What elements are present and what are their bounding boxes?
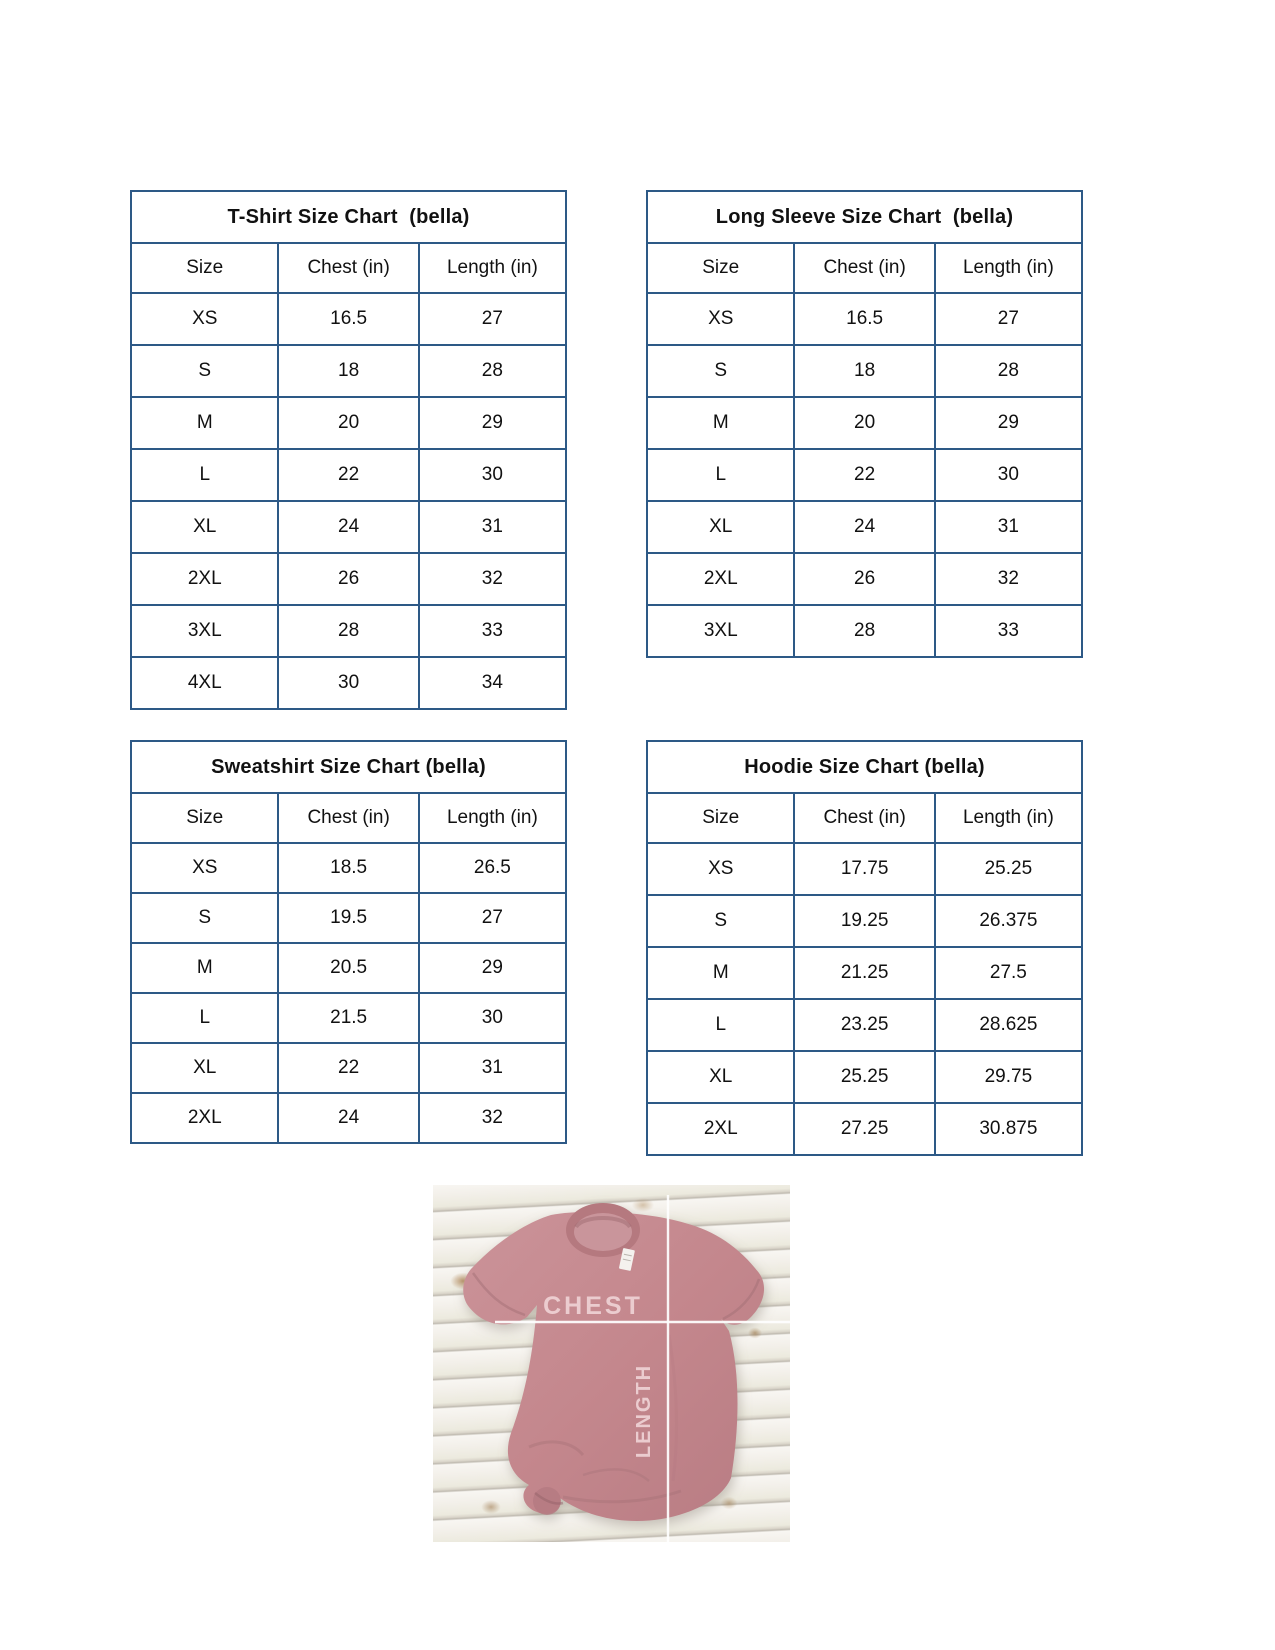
table-cell: XL [648, 500, 793, 552]
tshirt-body [463, 1203, 764, 1521]
column-header-chest: Chest (in) [793, 242, 933, 292]
table-row [132, 396, 565, 448]
table-row [648, 396, 1081, 448]
table-cell: S [648, 894, 793, 946]
table-cell: S [132, 344, 277, 396]
table-cell: 23.25 [793, 998, 933, 1050]
table-cell: 28 [418, 344, 565, 396]
table-row [648, 500, 1081, 552]
table-cell: 30 [934, 448, 1081, 500]
table-row [132, 942, 565, 992]
table-body [648, 292, 1081, 656]
column-header-chest: Chest (in) [277, 242, 417, 292]
column-header-size: Size [132, 242, 277, 292]
table-cell: M [648, 396, 793, 448]
table-cell: 32 [934, 552, 1081, 604]
table-cell: 27.25 [793, 1102, 933, 1154]
table-cell: 25.25 [793, 1050, 933, 1102]
column-header-length: Length (in) [934, 242, 1081, 292]
size-chart-table-tshirt [130, 190, 567, 710]
table-cell: 30 [277, 656, 417, 708]
table-cell: 24 [277, 1092, 417, 1142]
column-header-size: Size [648, 792, 793, 842]
table-cell: XS [648, 292, 793, 344]
table-title: T-Shirt Size Chart (bella) [227, 205, 470, 228]
table-cell: 34 [418, 656, 565, 708]
table-cell: 27 [934, 292, 1081, 344]
table-cell: 20 [793, 396, 933, 448]
table-body [648, 842, 1081, 1154]
table-cell: 18 [793, 344, 933, 396]
column-header-size: Size [132, 792, 277, 842]
table-cell: 27 [418, 892, 565, 942]
table-cell: 26.5 [418, 842, 565, 892]
table-row [132, 1092, 565, 1142]
table-cell: 28 [277, 604, 417, 656]
table-cell: 25.25 [934, 842, 1081, 894]
table-body [132, 292, 565, 708]
table-cell: 29 [418, 942, 565, 992]
table-row [648, 448, 1081, 500]
table-row [648, 292, 1081, 344]
table-cell: 28 [793, 604, 933, 656]
table-cell: 31 [418, 1042, 565, 1092]
table-row [132, 892, 565, 942]
table-cell: L [648, 998, 793, 1050]
table-cell: 33 [934, 604, 1081, 656]
table-title: Long Sleeve Size Chart (bella) [715, 205, 1014, 228]
table-row [132, 656, 565, 708]
table-cell: 19.5 [277, 892, 417, 942]
table-cell: 22 [277, 1042, 417, 1092]
table-cell: XS [132, 842, 277, 892]
table-cell: 26.375 [934, 894, 1081, 946]
table-cell: 33 [418, 604, 565, 656]
column-header-length: Length (in) [934, 792, 1081, 842]
table-cell: 20.5 [277, 942, 417, 992]
table-cell: 17.75 [793, 842, 933, 894]
table-cell: 2XL [648, 1102, 793, 1154]
table-cell: 29 [418, 396, 565, 448]
table-row [648, 1102, 1081, 1154]
table-cell: S [648, 344, 793, 396]
table-cell: 26 [793, 552, 933, 604]
table-cell: XL [132, 1042, 277, 1092]
table-cell: 28 [934, 344, 1081, 396]
table-cell: 20 [277, 396, 417, 448]
table-row [132, 552, 565, 604]
table-row [132, 1042, 565, 1092]
column-header-chest: Chest (in) [793, 792, 933, 842]
table-row [132, 448, 565, 500]
table-row [132, 500, 565, 552]
table-cell: L [132, 448, 277, 500]
table-row [132, 344, 565, 396]
table-cell: 24 [793, 500, 933, 552]
table-cell: XL [648, 1050, 793, 1102]
table-cell: 27 [418, 292, 565, 344]
length-label: LENGTH [633, 1363, 655, 1459]
size-chart-table-sweatshirt [130, 740, 567, 1144]
table-cell: L [648, 448, 793, 500]
table-cell: M [648, 946, 793, 998]
table-body [132, 842, 565, 1142]
table-cell: 31 [418, 500, 565, 552]
table-cell: L [132, 992, 277, 1042]
column-header-length: Length (in) [418, 242, 565, 292]
table-row [648, 842, 1081, 894]
table-row [648, 344, 1081, 396]
column-header-chest: Chest (in) [277, 792, 417, 842]
table-cell: 29.75 [934, 1050, 1081, 1102]
table-cell: XL [132, 500, 277, 552]
table-cell: 30 [418, 992, 565, 1042]
table-cell: M [132, 942, 277, 992]
table-cell: 22 [277, 448, 417, 500]
table-cell: S [132, 892, 277, 942]
table-cell: 4XL [132, 656, 277, 708]
table-row [132, 292, 565, 344]
table-row [132, 992, 565, 1042]
table-cell: 2XL [132, 1092, 277, 1142]
table-row [648, 1050, 1081, 1102]
table-cell: M [132, 396, 277, 448]
column-header-length: Length (in) [418, 792, 565, 842]
table-cell: 30.875 [934, 1102, 1081, 1154]
table-title: Hoodie Size Chart (bella) [744, 755, 985, 778]
table-cell: 26 [277, 552, 417, 604]
table-cell: 2XL [132, 552, 277, 604]
table-cell: 22 [793, 448, 933, 500]
table-cell: 31 [934, 500, 1081, 552]
column-header-size: Size [648, 242, 793, 292]
table-cell: 16.5 [793, 292, 933, 344]
table-header-row [132, 242, 565, 292]
table-cell: 21.25 [793, 946, 933, 998]
table-row [132, 842, 565, 892]
table-header-row [648, 242, 1081, 292]
table-cell: 30 [418, 448, 565, 500]
table-header-row [648, 792, 1081, 842]
table-cell: 21.5 [277, 992, 417, 1042]
table-row [648, 946, 1081, 998]
table-header-row [132, 792, 565, 842]
tshirt-graphic [433, 1185, 790, 1542]
table-cell: 28.625 [934, 998, 1081, 1050]
table-row [648, 998, 1081, 1050]
table-cell: 29 [934, 396, 1081, 448]
table-cell: XS [132, 292, 277, 344]
table-cell: XS [648, 842, 793, 894]
table-cell: 32 [418, 1092, 565, 1142]
table-cell: 3XL [648, 604, 793, 656]
size-chart-table-hoodie [646, 740, 1083, 1156]
table-cell: 24 [277, 500, 417, 552]
table-row [648, 894, 1081, 946]
table-cell: 19.25 [793, 894, 933, 946]
table-cell: 16.5 [277, 292, 417, 344]
table-row [648, 604, 1081, 656]
table-cell: 3XL [132, 604, 277, 656]
table-row [132, 604, 565, 656]
table-cell: 2XL [648, 552, 793, 604]
table-cell: 27.5 [934, 946, 1081, 998]
table-cell: 18.5 [277, 842, 417, 892]
size-guide-photo [433, 1185, 790, 1542]
table-row [648, 552, 1081, 604]
table-cell: 18 [277, 344, 417, 396]
table-cell: 32 [418, 552, 565, 604]
table-title: Sweatshirt Size Chart (bella) [211, 755, 486, 778]
chest-label: CHEST [543, 1292, 643, 1320]
size-chart-table-long-sleeve [646, 190, 1083, 658]
